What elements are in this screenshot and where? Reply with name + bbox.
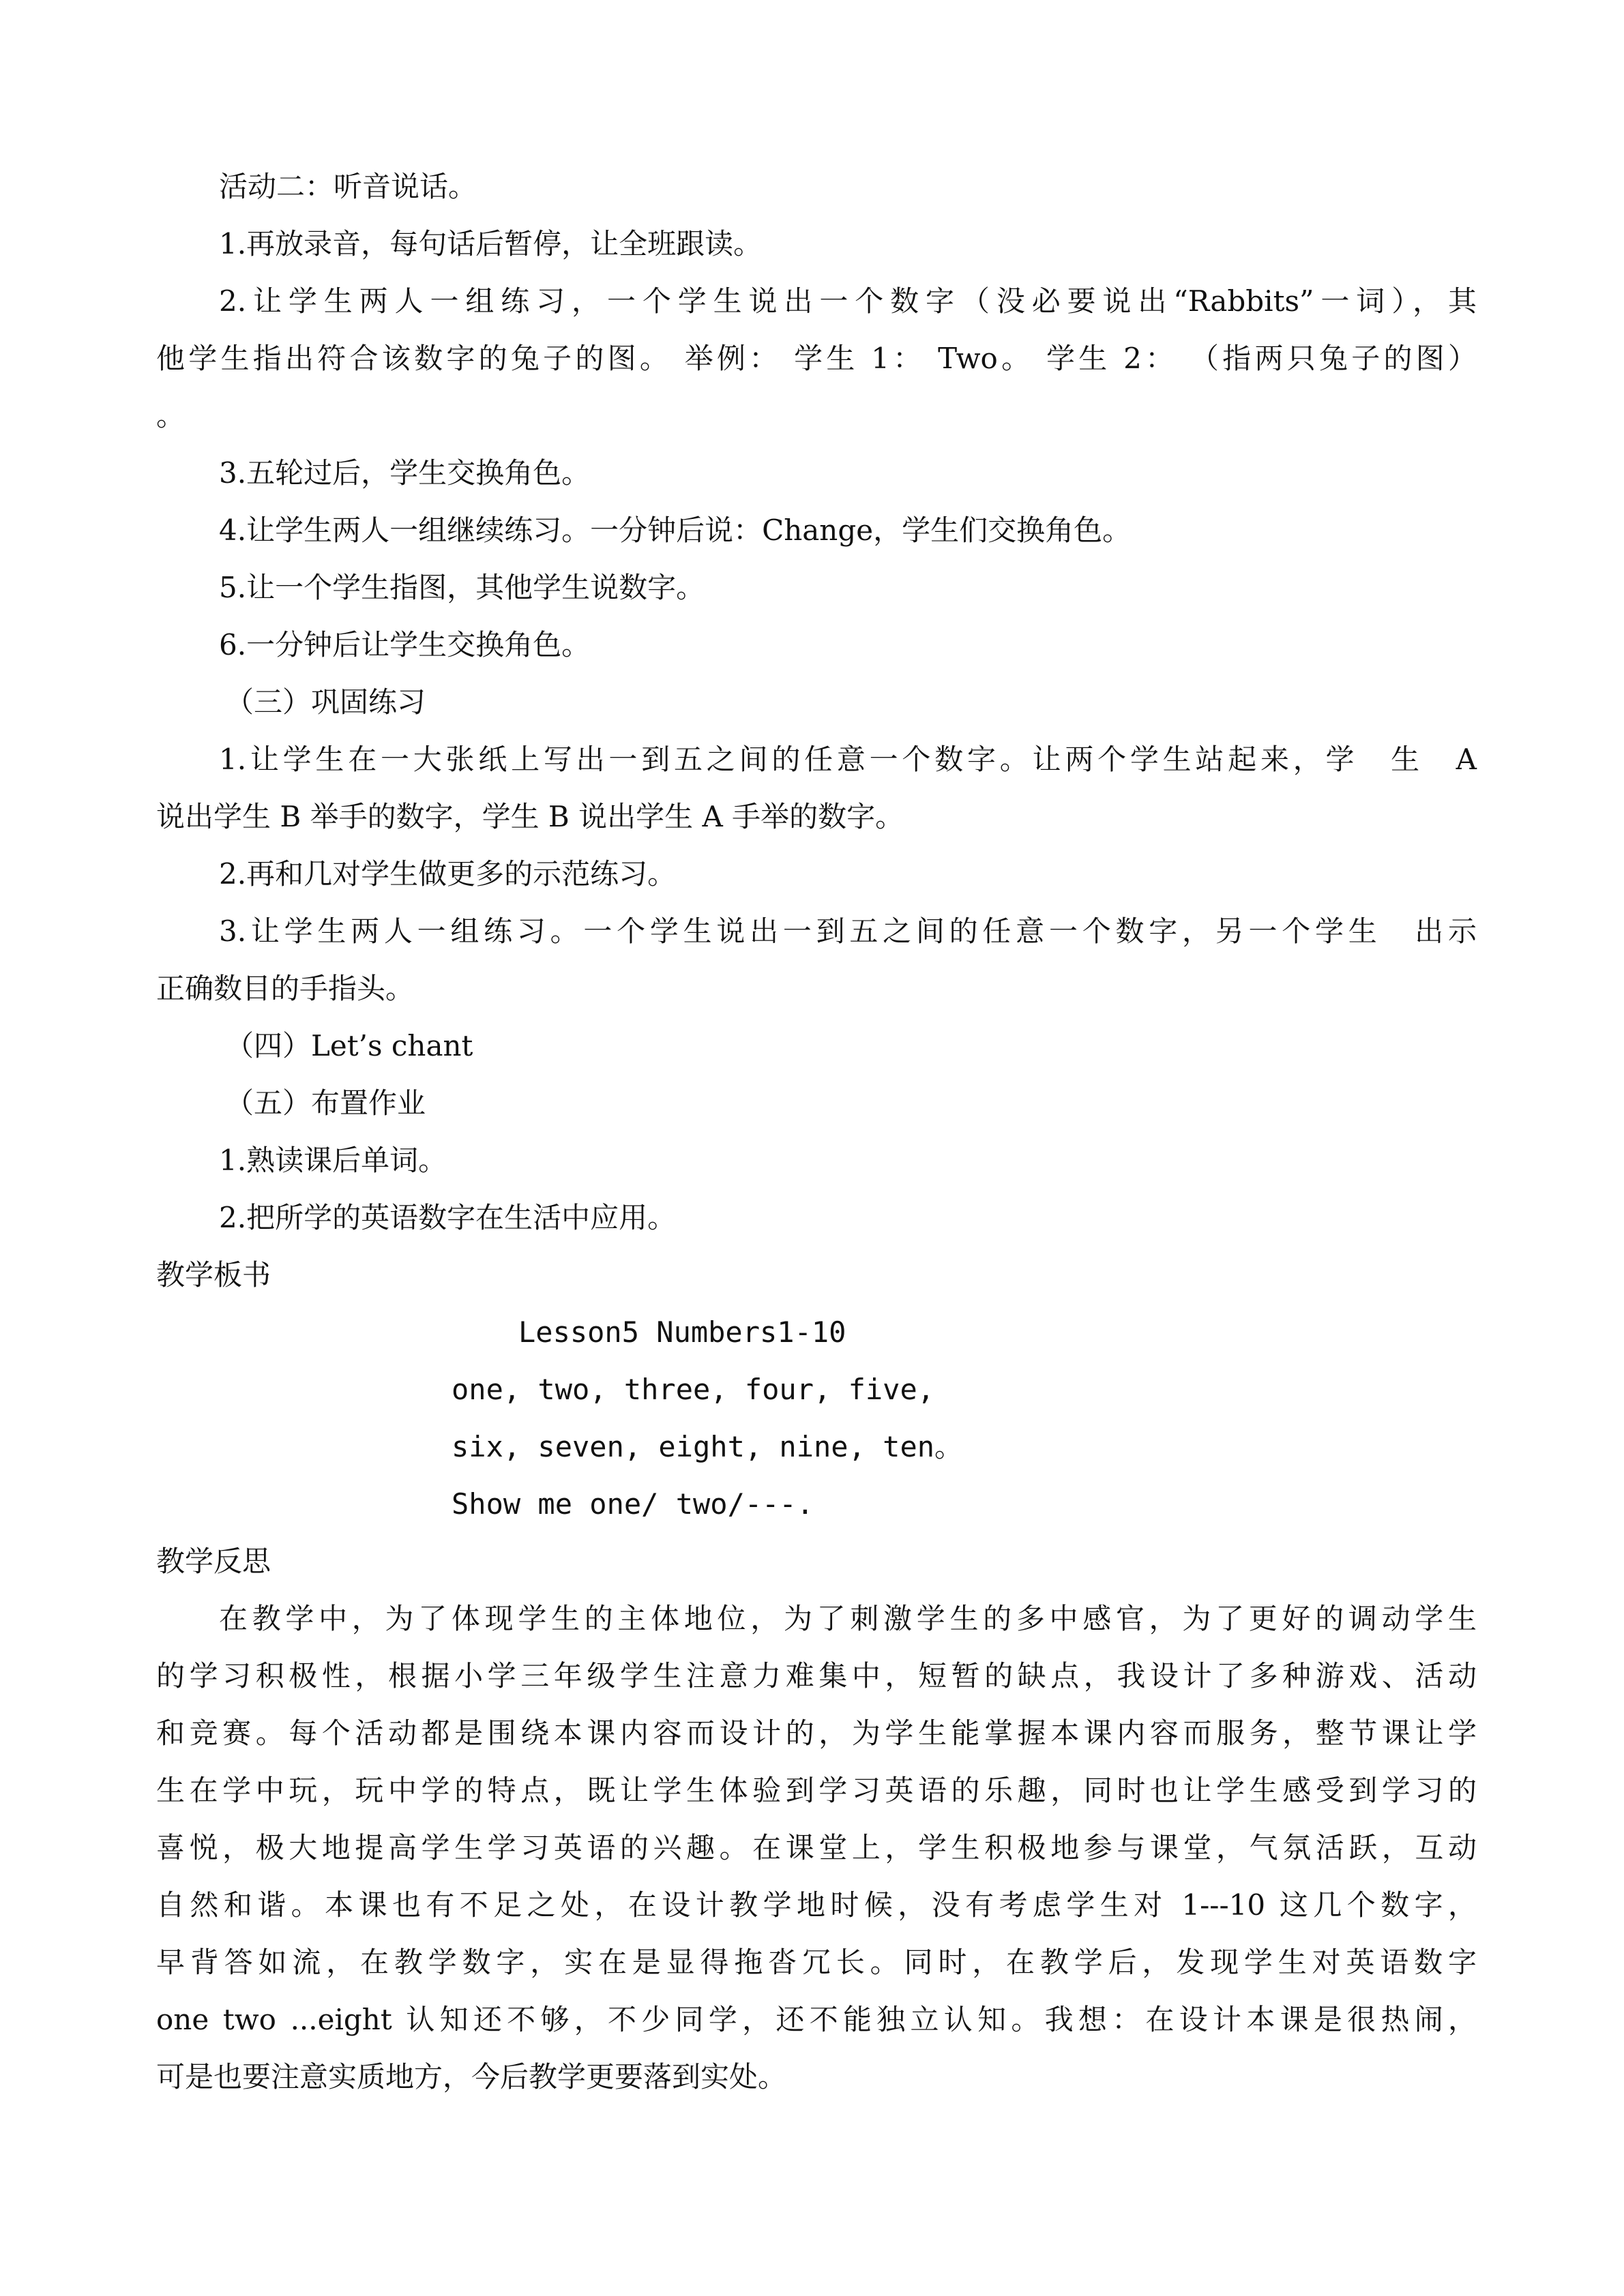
- consolidation-step1-line2: 说出学生 B 举手的数字，学生 B 说出学生 A 手举的数字。: [156, 800, 904, 833]
- reflection-line: 自然和谐。本课也有不足之处，在设计教学地时候，没有考虑学生对 1---10 这几个数字，: [156, 1888, 1477, 1922]
- homework-heading: （五）布置作业: [225, 1086, 426, 1120]
- reflection-line: 喜悦，极大地提高学生学习英语的兴趣。在课堂上，学生积极地参与课堂，气氛活跃，互动: [156, 1831, 1477, 1864]
- consolidation-step3-line2: 正确数目的手指头。: [156, 972, 415, 1005]
- reflection-heading: 教学反思: [156, 1545, 271, 1578]
- reflection-line: 早背答如流，在教学数字，实在是显得拖沓冗长。同时，在教学后，发现学生对英语数字: [156, 1945, 1477, 1979]
- consolidation-heading: （三）巩固练习: [225, 685, 426, 719]
- reflection-line: 可是也要注意实质地方，今后教学更要落到实处。: [156, 2060, 787, 2093]
- activity2-step2-line1: 2.让学生两人一组练习，一个学生说出一个数字（没必要说出“Rabbits”一词），其: [219, 284, 1477, 318]
- board-line3: Show me one/ two/---.: [452, 1487, 814, 1521]
- homework-item2: 2.把所学的英语数字在生活中应用。: [219, 1201, 677, 1234]
- reflection-line: 的学习积极性，根据小学三年级学生注意力难集中，短暂的缺点，我设计了多种游戏、活动: [156, 1659, 1477, 1693]
- homework-item1: 1.熟读课后单词。: [219, 1144, 447, 1177]
- chant-heading: （四）Let’s chant: [225, 1029, 473, 1062]
- board-heading: 教学板书: [156, 1258, 271, 1292]
- reflection-line: one two ...eight 认知还不够，不少同学，还不能独立认知。我想：在设计本课是很热闹，: [156, 2003, 1477, 2036]
- activity2-step3: 3.五轮过后，学生交换角色。: [219, 456, 591, 490]
- activity2-step4: 4.让学生两人一组继续练习。一分钟后说：Change，学生们交换角色。: [219, 513, 1132, 547]
- reflection-line: 和竞赛。每个活动都是围绕本课内容而设计的，为学生能掌握本课内容而服务，整节课让学: [156, 1716, 1477, 1750]
- consolidation-step1-line1: 1.让学生在一大张纸上写出一到五之间的任意一个数字。让两个学生站起来，学 生 A: [219, 743, 1477, 776]
- activity2-step6: 6.一分钟后让学生交换角色。: [219, 628, 591, 661]
- activity2-step2-line2: 他学生指出符合该数字的兔子的图。 举例： 学生 1： Two。 学生 2： （指两只兔子的图）: [156, 342, 1477, 375]
- consolidation-step2: 2.再和几对学生做更多的示范练习。: [219, 857, 677, 891]
- reflection-line: 在教学中，为了体现学生的主体地位，为了刺激学生的多中感官，为了更好的调动学生: [219, 1602, 1477, 1635]
- activity2-heading: 活动二：听音说话。: [219, 170, 477, 203]
- board-line1: one, two, three, four, five,: [452, 1373, 935, 1406]
- board-title: Lesson5 Numbers1-10: [518, 1315, 846, 1349]
- activity2-step5: 5.让一个学生指图，其他学生说数字。: [219, 571, 705, 604]
- activity2-step1: 1.再放录音，每句话后暂停，让全班跟读。: [219, 227, 763, 260]
- reflection-line: 生在学中玩，玩中学的特点，既让学生体验到学习英语的乐趣，同时也让学生感受到学习的: [156, 1774, 1477, 1807]
- consolidation-step3-line1: 3.让学生两人一组练习。一个学生说出一到五之间的任意一个数字，另一个学生 出示: [219, 914, 1477, 948]
- board-line2: six, seven, eight, nine, ten。: [452, 1430, 964, 1463]
- activity2-step2-line3: 。: [156, 399, 186, 432]
